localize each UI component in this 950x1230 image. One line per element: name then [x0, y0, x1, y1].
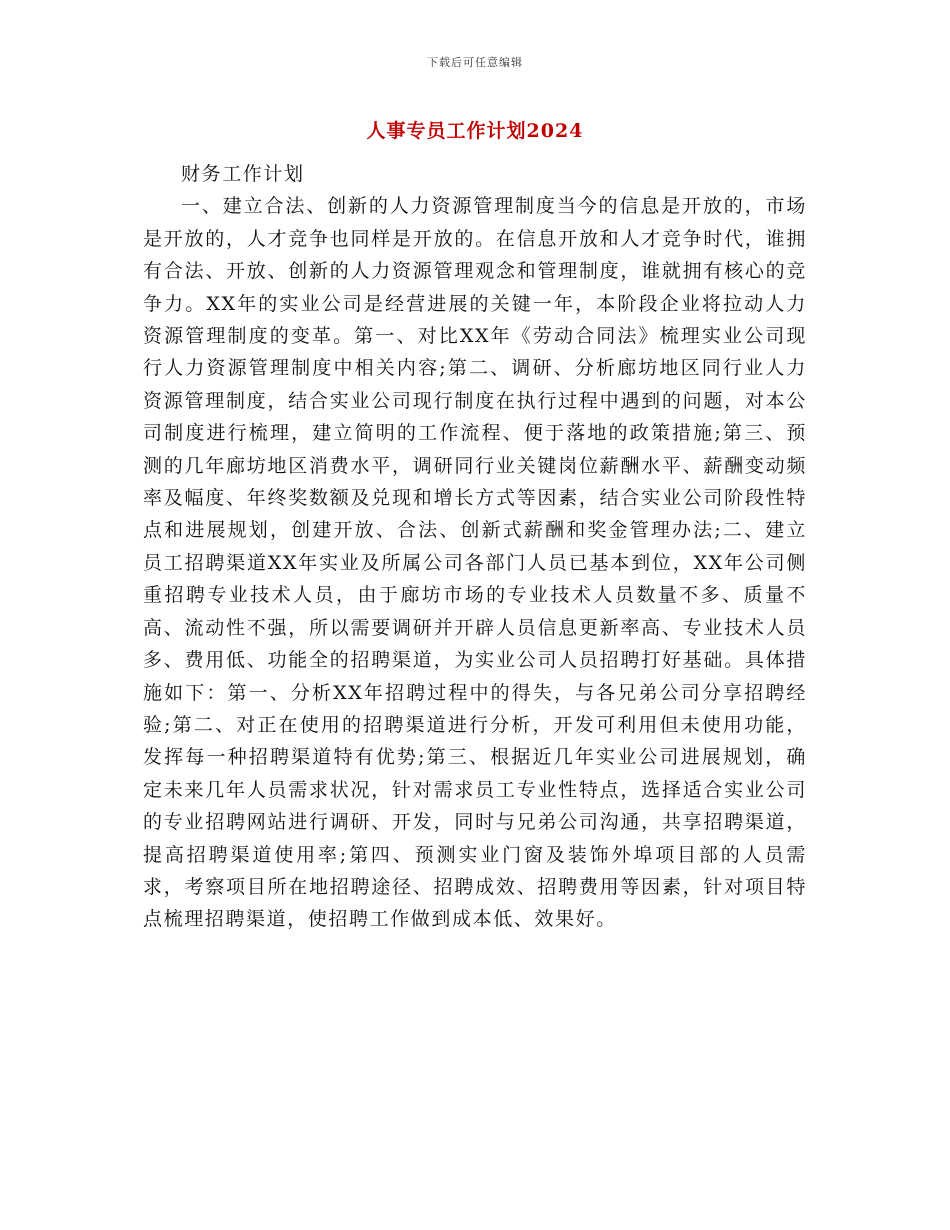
- body-paragraph: 一、建立合法、创新的人力资源管理制度当今的信息是开放的，市场是开放的，人才竞争也同样是开放的。在信息开放和人才竞争时代，谁拥有合法、开放、创新的人力资源管理观念和管理制度，谁就拥有核心的竞争力。XX年的实业公司是经营进展的关键一年，本阶段企业将拉动人力资源管理制度的变革。第一、对比XX年《劳动合同法》梳理实业公司现行人力资源管理制度中相关内容;第二、调研、分析廊坊地区同行业人力资源管理制度，结合实业公司现行制度在执行过程中遇到的问题，对本公司制度进行梳理，建立简明的工作流程、便于落地的政策措施;第三、预测的几年廊坊地区消费水平，调研同行业关键岗位薪酬水平、薪酬变动频率及幅度、年终奖数额及兑现和增长方式等因素，结合实业公司阶段性特点和进展规划，创建开放、合法、创新式薪酬和奖金管理办法;二、建立员工招聘渠道XX年实业及所属公司各部门人员已基本到位，XX年公司侧重招聘专业技术人员，由于廊坊市场的专业技术人员数量不多、质量不高、流动性不强，所以需要调研并开辟人员信息更新率高、专业技术人员多、费用低、功能全的招聘渠道，为实业公司人员招聘打好基础。具体措施如下：第一、分析XX年招聘过程中的得失，与各兄弟公司分享招聘经验;第二、对正在使用的招聘渠道进行分析，开发可利用但未使用功能，发挥每一种招聘渠道特有优势;第三、根据近几年实业公司进展规划，确定未来几年人员需求状况，针对需求员工专业性特点，选择适合实业公司的专业招聘网站进行调研、开发，同时与兄弟公司沟通，共享招聘渠道，提高招聘渠道使用率;第四、预测实业门窗及装饰外埠项目部的人员需求，考察项目所在地招聘途径、招聘成效、招聘费用等因素，针对项目特点梳理招聘渠道，使招聘工作做到成本低、效果好。: [143, 195, 807, 931]
- document-title: 人事专员工作计划2024: [366, 120, 584, 142]
- section-heading: 财务工作计划: [181, 163, 305, 185]
- document-body: [143, 158, 807, 936]
- header-note: 下载后可任意编辑: [427, 56, 523, 69]
